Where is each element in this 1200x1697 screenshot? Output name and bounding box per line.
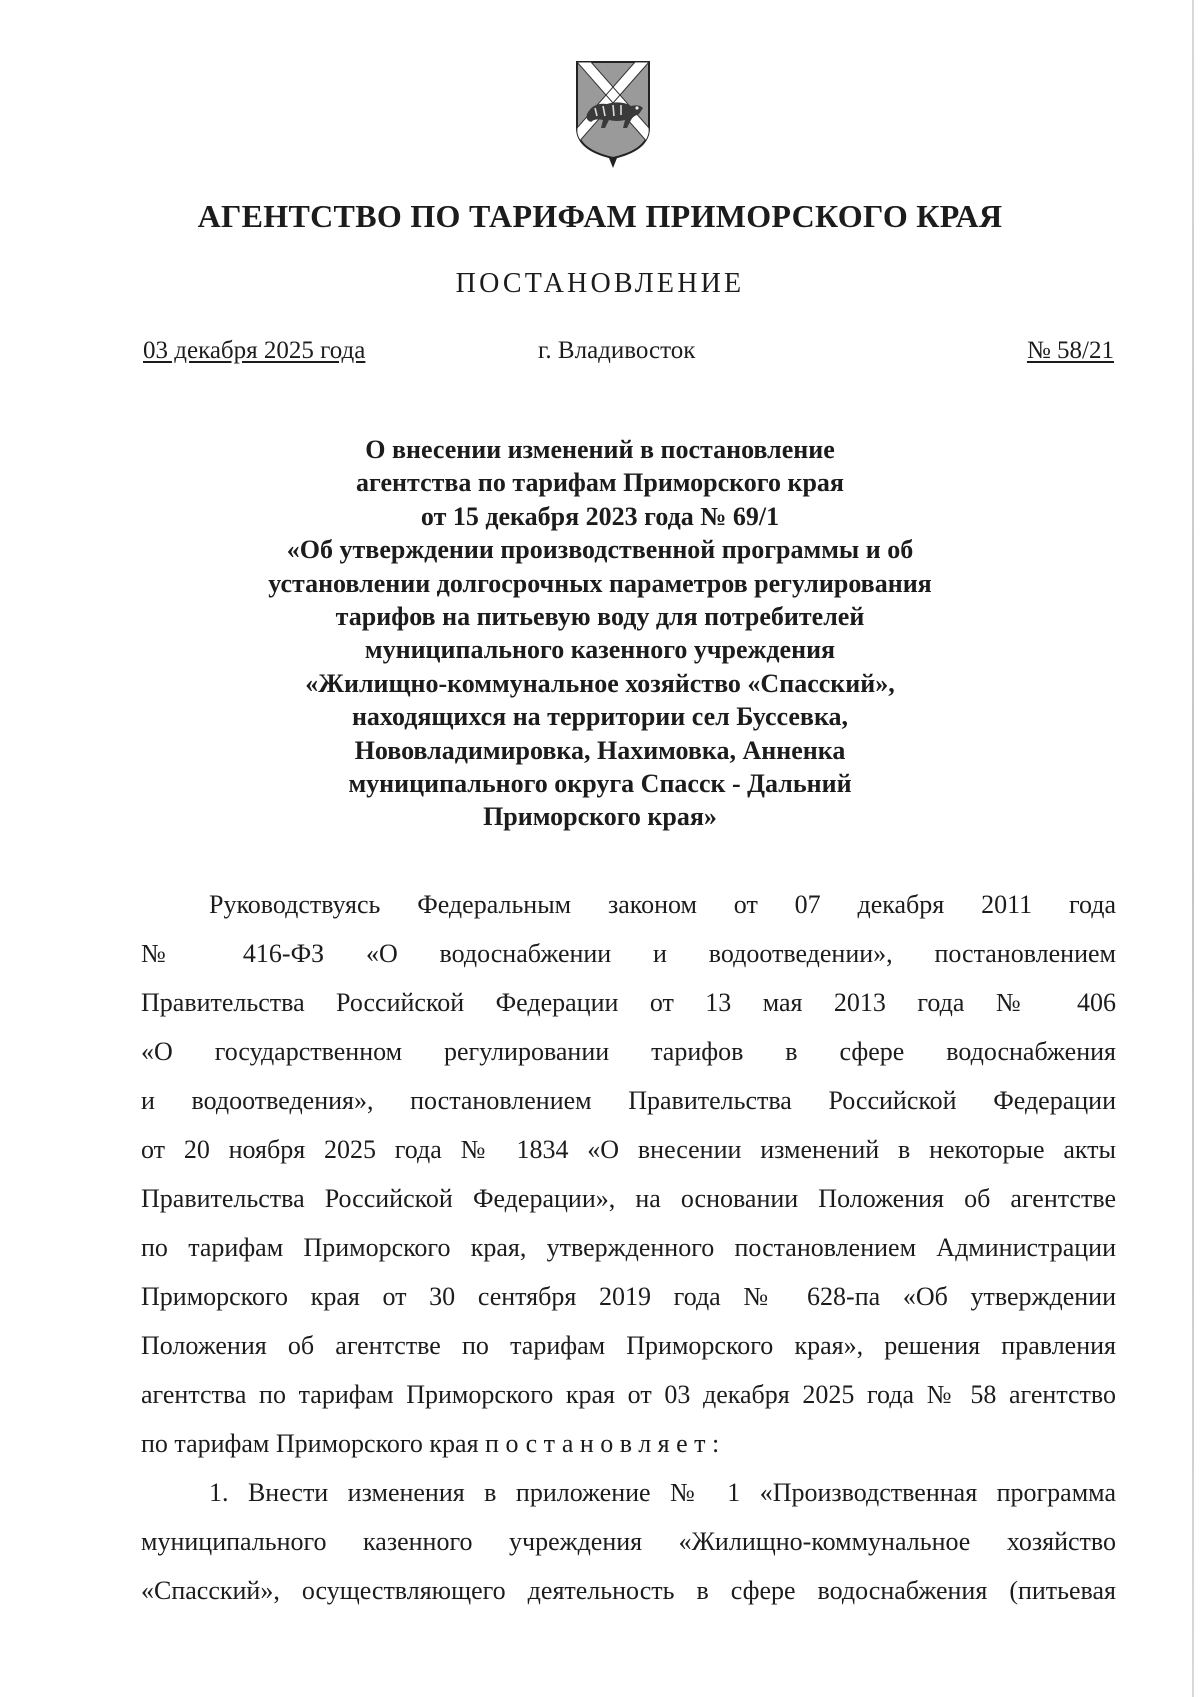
body-line: Приморского края от 30 сентября 2019 года № 628-па «Об утверждении (141, 1282, 1116, 1311)
body-line: от 20 ноября 2025 года № 1834 «О внесении изменений в некоторые акты (141, 1135, 1116, 1164)
title-line: «Жилищно-коммунальное хозяйство «Спасский», (305, 668, 895, 698)
item-1-line: муниципального казенного учреждения «Жилищно-коммунальное хозяйство (141, 1527, 1116, 1556)
document-body (141, 880, 1116, 1615)
agency-name: АГЕНТСТВО ПО ТАРИФАМ ПРИМОРСКОГО КРАЯ (197, 198, 1003, 234)
document-date: 03 декабря 2025 года (143, 337, 366, 364)
resolves-suffix: : (712, 1429, 720, 1458)
title-line: находящихся на территории сел Буссевка, (351, 702, 849, 732)
title-line: муниципального округа Спасск - Дальний (348, 769, 852, 799)
title-line: муниципального казенного учреждения (364, 635, 836, 665)
scan-page-edge (1192, 0, 1194, 1697)
document-number: № 58/21 (1026, 337, 1114, 364)
coat-of-arms-icon (573, 58, 653, 170)
title-line: О внесении изменений в постановление (365, 435, 835, 464)
body-line: Руководствуясь Федеральным законом от 07 декабря 2011 года (209, 890, 1116, 919)
title-line: тарифов на питьевую воду для потребителей (335, 602, 865, 632)
body-line: и водоотведения», постановлением Правительства Российской Федерации (141, 1086, 1116, 1115)
body-line-resolves (141, 1419, 1116, 1468)
body-line: по тарифам Приморского края, утвержденного постановлением Администрации (141, 1233, 1116, 1262)
body-line: Правительства Российской Федерации от 13 мая 2013 года № 406 (141, 988, 1116, 1017)
resolves-word: постановляет (485, 1429, 713, 1458)
body-line: «О государственном регулировании тарифов в сфере водоснабжения (141, 1037, 1116, 1066)
body-line: № 416-ФЗ «О водоснабжении и водоотведении», постановлением (141, 939, 1116, 968)
title-line: от 15 декабря 2023 года № 69/1 (420, 501, 780, 531)
title-line: агентства по тарифам Приморского края (356, 468, 844, 498)
body-line: агентства по тарифам Приморского края от 03 декабря 2025 года № 58 агентство (141, 1380, 1116, 1409)
document-city: г. Владивосток (538, 337, 696, 364)
item-1-line: 1. Внести изменения в приложение № 1 «Производственная программа (209, 1478, 1116, 1507)
title-line: Приморского края» (483, 802, 717, 832)
body-line: Правительства Российской Федерации», на основании Положения об агентстве (141, 1184, 1116, 1213)
body-line: Положения об агентстве по тарифам Приморского края», решения правления (141, 1331, 1116, 1360)
title-line: установлении долгосрочных параметров регулирования (268, 568, 932, 598)
document-type: ПОСТАНОВЛЕНИЕ (455, 268, 745, 299)
document-title (200, 433, 1000, 834)
title-line: «Об утверждении производственной программы и об (286, 535, 914, 565)
resolves-prefix: по тарифам Приморского края (141, 1429, 486, 1458)
item-1-line: «Спасский», осуществляющего деятельность в сфере водоснабжения (питьевая (141, 1576, 1116, 1605)
title-line: Нововладимировка, Нахимовка, Анненка (354, 735, 846, 765)
